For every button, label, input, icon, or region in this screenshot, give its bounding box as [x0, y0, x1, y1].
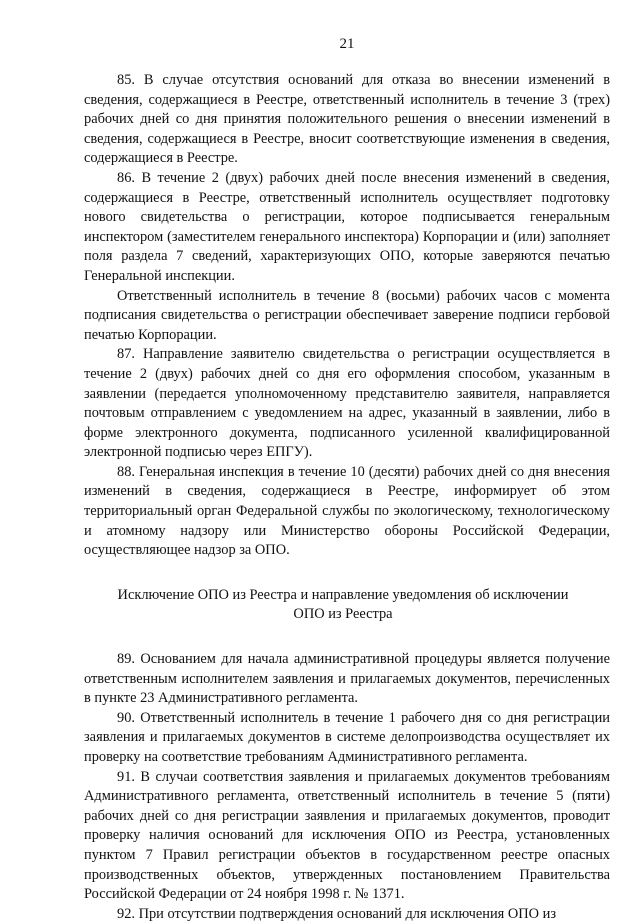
section-title: [84, 586, 610, 625]
paragraph-89: 89. Основанием для начала административной процедуры является получение ответственным исполнителем заявления и прилагаемых документов, перечисленных в пункте 23 Административного регламента.: [84, 651, 610, 707]
section-title-line-1: Исключение ОПО из Реестра и направление уведомления об исключении: [117, 586, 569, 603]
paragraph-86-continuation: Ответственный исполнитель в течение 8 (восьми) рабочих часов с момента подписания свидетельства о регистрации обеспечивает заверение подписи гербовой печатью Корпорации.: [84, 287, 610, 343]
page-number: 21: [339, 36, 355, 52]
paragraph-86: 86. В течение 2 (двух) рабочих дней после внесения изменений в сведения, содержащиеся в Реестре, ответственный исполнитель осуществляет подготовку нового свидетельства о регистрации, которое подписывается генеральным инспектором (заместителем генерального инспектора) Корпорации и (или) заполняет поля раздела 7 сведений, характеризующих ОПО, которые заверяются печатью Генеральной инспекции.: [84, 169, 610, 284]
paragraph-90: 90. Ответственный исполнитель в течение 1 рабочего дня со дня регистрации заявления и прилагаемых документов в системе делопроизводства осуществляет их проверку на соответствие требованиям Административного регламента.: [84, 709, 610, 765]
paragraph-87: 87. Направление заявителю свидетельства о регистрации осуществляется в течение 2 (двух) рабочих дней со дня его оформления способом, указанным в заявлении (передается уполномоченному представителю заявителя, направляется почтовым отправлением с уведомлением на адрес, указанный в заявлении, либо в форме электронного документа, подписанного усиленной квалифицированной электронной подписью через ЕПГУ).: [84, 346, 610, 461]
section-title-line-2: ОПО из Реестра: [293, 606, 393, 623]
paragraph-91: 91. В случаи соответствия заявления и прилагаемых документов требованиям Административного регламента, ответственный исполнитель в течение 5 (пяти) рабочих дней со дня регистрации заявления и прилагаемых документов, проводит проверку наличия оснований для исключения ОПО из Реестра, установленных пунктом 7 Правил регистрации объектов в государственном реестре опасных производственных объектов, утвержденных постановлением Правительства Российской Федерации от 24 ноября 1998 г. № 1371.: [84, 768, 610, 903]
paragraph-88: 88. Генеральная инспекция в течение 10 (десяти) рабочих дней со дня внесения изменений в сведения, содержащиеся в Реестре, информирует об этом территориальный орган Федеральной службы по экологическому, технологическому и атомному надзору или Министерство обороны Российской Федерации, осуществляющее надзор за ОПО.: [84, 463, 610, 559]
paragraph-92: 92. При отсутствии подтверждения оснований для исключения ОПО из: [117, 905, 557, 922]
paragraph-85: 85. В случае отсутствия оснований для отказа во внесении изменений в сведения, содержащиеся в Реестре, ответственный исполнитель в течение 3 (трех) рабочих дней со дня принятия положительного решения о внесении изменений в сведения, содержащиеся в Реестре, вносит соответствующие изменения в сведения, содержащиеся в Реестре.: [84, 72, 610, 167]
